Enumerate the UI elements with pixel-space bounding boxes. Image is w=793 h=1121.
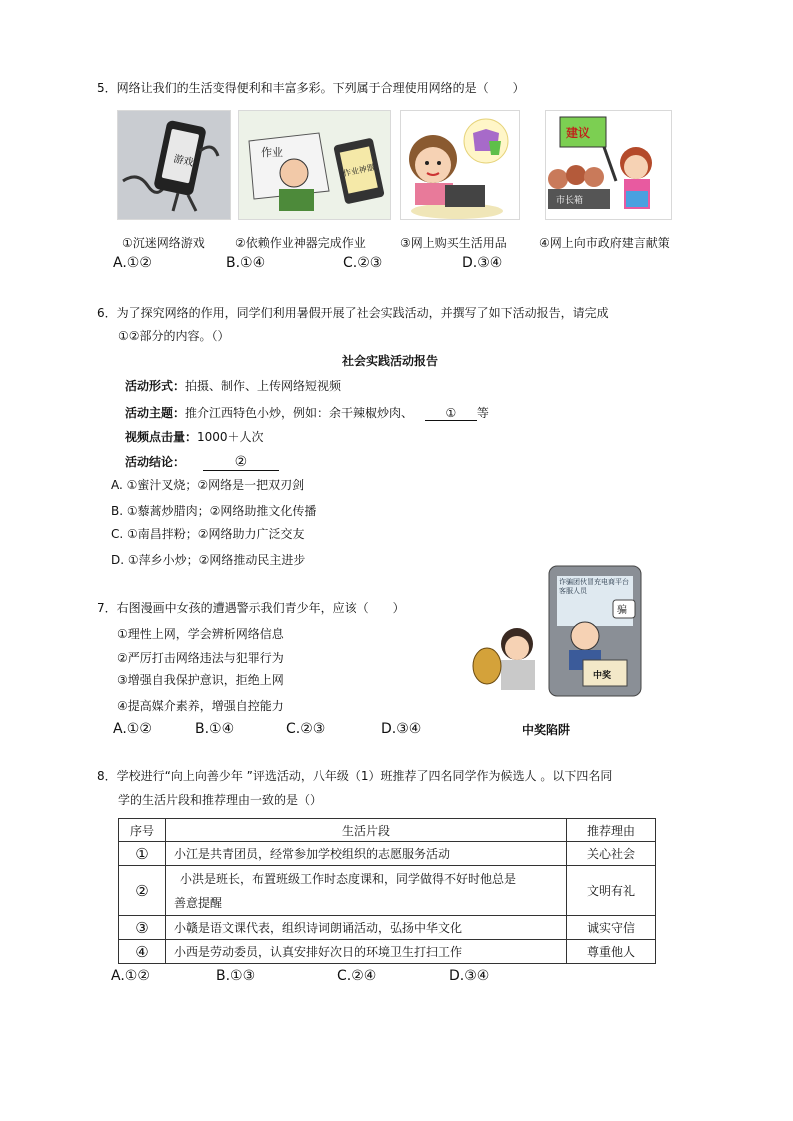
header-episode: 生活片段 <box>166 819 567 842</box>
q5-option-d-text: D.③④ <box>462 255 503 271</box>
row-text <box>166 866 567 916</box>
q6-form-value: 拍摄、制作、上传网络短视频 <box>185 379 342 393</box>
q6-blank-2-mark: ② <box>234 454 248 470</box>
q6-theme-label: 活动主题： <box>125 406 186 420</box>
row-no: ② <box>119 866 166 916</box>
q6-theme-end: 等 <box>476 406 489 420</box>
shopping-cartoon-icon <box>401 111 519 219</box>
svg-text:作业: 作业 <box>261 146 283 159</box>
table-row <box>119 842 656 866</box>
q6-stem-line1: 6．为了探究网络的作用，同学们利用暑假开展了社会实践活动，并撰写了如下活动报告，请完成 <box>97 306 609 320</box>
q7-option-b[interactable] <box>195 721 234 737</box>
table-header-row <box>119 819 656 842</box>
header-no: 序号 <box>119 819 166 842</box>
q7-cartoon-image <box>465 562 645 700</box>
q7-option-d[interactable] <box>381 721 421 737</box>
q7-statement-3: ③增强自我保护意识，拒绝上网 <box>117 673 284 687</box>
q5-image-online-shopping <box>400 110 520 220</box>
q6-option-c[interactable]: C. ①南昌拌粉；②网络助力广泛交友 <box>111 527 305 541</box>
q8-option-a[interactable] <box>111 968 150 984</box>
q5-caption-1: ①沉迷网络游戏 <box>122 236 205 250</box>
q8-option-d[interactable] <box>449 968 489 984</box>
q5-image-game-addiction <box>117 110 231 220</box>
q6-option-a[interactable]: A. ①蜜汁叉烧；②网络是一把双刃剑 <box>111 478 305 492</box>
q8-option-d-text: D.③④ <box>449 968 490 984</box>
q6-theme-row <box>125 404 489 421</box>
q5-caption-3: ③网上购买生活用品 <box>400 236 507 250</box>
table-row <box>119 866 656 916</box>
svg-text:骗: 骗 <box>617 605 627 616</box>
q8-option-b[interactable] <box>216 968 255 984</box>
q6-option-b[interactable]: B. ①藜蒿炒腊肉；②网络助推文化传播 <box>111 504 317 518</box>
row-reason: 关心社会 <box>567 842 656 866</box>
suggestion-cartoon-icon <box>546 111 671 219</box>
q5-caption-4: ④网上向市政府建言献策 <box>539 236 670 250</box>
svg-text:中奖: 中奖 <box>593 671 612 681</box>
q5-option-c[interactable] <box>343 255 382 271</box>
row-text: 小江是共青团员，经常参加学校组织的志愿服务活动 <box>166 842 567 866</box>
q5-option-b-text: B.①④ <box>226 255 266 271</box>
row-reason: 诚实守信 <box>567 916 656 940</box>
q5-option-a-text: A.①② <box>113 255 152 271</box>
header-reason: 推荐理由 <box>567 819 656 842</box>
q5-option-b[interactable] <box>226 255 265 271</box>
svg-text:游戏: 游戏 <box>172 153 195 169</box>
q8-option-c-text: C.②④ <box>337 968 377 984</box>
homework-cartoon-icon <box>239 111 390 219</box>
row-text-line1: 小洪是班长，布置班级工作时态度课和，同学做得不好时他总是 <box>180 871 517 886</box>
q6-stem-line2: ①②部分的内容。（） <box>118 329 230 343</box>
row-no: ③ <box>119 916 166 940</box>
q8-stem-line1: 8．学校进行“向上向善少年 ”评选活动，八年级（1）班推荐了四名同学作为候选人 。以下四名同 <box>97 769 613 783</box>
q6-conclusion-row <box>125 453 279 471</box>
q5-option-d[interactable] <box>462 255 502 271</box>
q6-form-label: 活动形式： <box>125 379 186 393</box>
q8-stem-line2: 学的生活片段和推荐理由一致的是（） <box>118 793 323 807</box>
q7-statement-2: ②严厉打击网络违法与犯罪行为 <box>117 651 284 665</box>
q6-views-row <box>125 428 264 445</box>
q7-stem: 7．右图漫画中女孩的遭遇警示我们青少年，应该（ ） <box>97 601 405 615</box>
q8-option-b-text: B.①③ <box>216 968 256 984</box>
q6-option-d[interactable]: D. ①萍乡小炒；②网络推动民主进步 <box>111 553 306 567</box>
q5-stem: 5．网络让我们的生活变得便利和丰富多彩。下列属于合理使用网络的是（ ） <box>97 81 525 95</box>
scam-cartoon-icon <box>465 562 645 700</box>
phone-cartoon-icon <box>118 111 230 219</box>
row-no: ① <box>119 842 166 866</box>
q8-option-c[interactable] <box>337 968 376 984</box>
svg-text:市长箱: 市长箱 <box>556 196 584 206</box>
row-reason: 尊重他人 <box>567 940 656 964</box>
q6-blank-2[interactable] <box>203 454 279 471</box>
q5-option-c-text: C.②③ <box>343 255 383 271</box>
cartoon-screen-text: 诈骗团伙冒充电商平台客服人员 <box>559 578 629 595</box>
q8-table <box>118 818 656 964</box>
q5-caption-2: ②依赖作业神器完成作业 <box>235 236 366 250</box>
q7-option-a[interactable] <box>113 721 152 737</box>
svg-text:作业神器: 作业神器 <box>342 162 376 179</box>
q6-theme-value: 推介江西特色小炒，例如：余干辣椒炒肉、 <box>185 406 414 420</box>
q5-image-homework-app <box>238 110 391 220</box>
q7-statement-1: ①理性上网，学会辨析网络信息 <box>117 627 284 641</box>
row-text: 小赣是语文课代表，组织诗词朗诵活动，弘扬中华文化 <box>166 916 567 940</box>
row-reason: 文明有礼 <box>567 866 656 916</box>
q6-blank-1-mark: ① <box>445 406 457 420</box>
table-row <box>119 916 656 940</box>
q6-form-row <box>125 377 341 394</box>
table-row <box>119 940 656 964</box>
q7-option-c[interactable] <box>286 721 325 737</box>
q6-views-label: 视频点击量： <box>125 430 198 444</box>
q6-blank-1[interactable] <box>425 406 477 421</box>
row-text-line2: 善意提醒 <box>174 895 223 910</box>
q7-statement-4: ④提高媒介素养，增强自控能力 <box>117 699 284 713</box>
q7-cartoon-caption: 中奖陷阱 <box>522 723 571 737</box>
q6-views-value: 1000＋人次 <box>197 430 264 444</box>
row-no: ④ <box>119 940 166 964</box>
q5-option-a[interactable] <box>113 255 152 271</box>
q7-option-d-text: D.③④ <box>381 721 422 737</box>
q7-option-c-text: C.②③ <box>286 721 326 737</box>
svg-text:建议: 建议 <box>566 126 591 140</box>
q5-image-suggestion <box>545 110 672 220</box>
q7-option-b-text: B.①④ <box>195 721 235 737</box>
row-text: 小西是劳动委员，认真安排好次日的环境卫生打扫工作 <box>166 940 567 964</box>
q7-option-a-text: A.①② <box>113 721 152 737</box>
q6-report-title: 社会实践活动报告 <box>342 354 439 368</box>
q8-option-a-text: A.①② <box>111 968 150 984</box>
q6-conclusion-label: 活动结论： <box>125 455 186 469</box>
